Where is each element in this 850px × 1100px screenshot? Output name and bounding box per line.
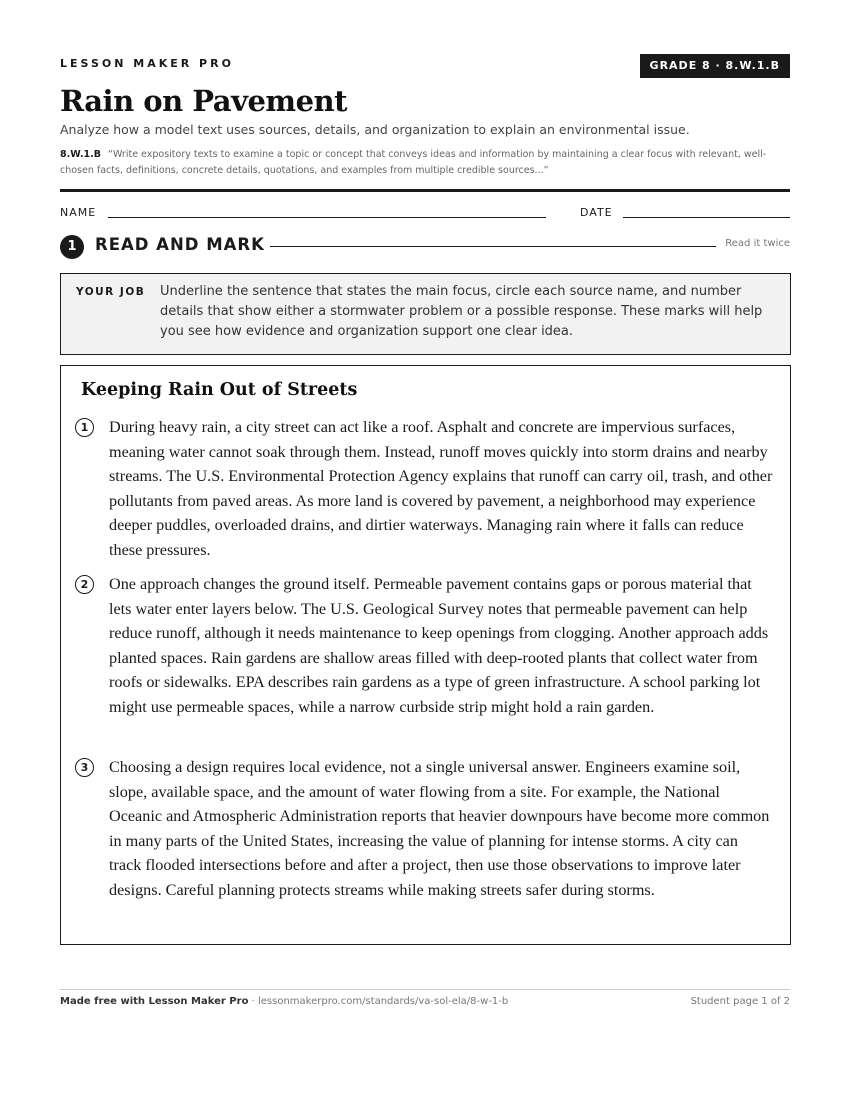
footer-divider [60, 989, 790, 990]
footer-credit [60, 996, 508, 1007]
section-title: READ AND MARK [95, 235, 265, 254]
instructions-box [60, 273, 791, 355]
section-number-badge: 1 [60, 235, 84, 259]
section-note: Read it twice [725, 238, 790, 249]
paragraph-number-badge: 1 [75, 418, 94, 437]
date-label: DATE [580, 206, 613, 219]
paragraph-number-badge: 3 [75, 758, 94, 777]
paragraph-number-badge: 2 [75, 575, 94, 594]
paragraph-text: During heavy rain, a city street can act like a roof. Asphalt and concrete are impervious surfaces, meaning water cannot soak through them. Instead, runoff moves quickly into storm drains and nearby streams. The U.S. Environmental Protection Agency explains that runoff can carry oil, trash, and other pollutants from paved areas. As more land is covered by pavement, a neighborhood may experience deeper puddles, overloaded drains, and dirtier waterways. Managing rain where it falls can reduce these pressures. [109, 418, 773, 559]
brand-name: LESSON MAKER PRO [60, 57, 234, 70]
page-indicator: Student page 1 of 2 [690, 996, 790, 1007]
grade-badge: GRADE 8 · 8.W.1.B [640, 54, 790, 78]
paragraph-text: Choosing a design requires local evidence, not a single universal answer. Engineers examine soil, slope, available space, and the amount of water flowing from a site. For example, the National Oceanic and Atmospheric Administration reports that heavier downpours have become more common in many parts of the United States, increasing the value of planning for intense storms. A city can track flooded intersections before and after a project, then use those observations to improve later designs. Careful planning protects streams while making streets safer during storms. [109, 758, 770, 899]
standard-text: “Write expository texts to examine a topic or concept that conveys ideas and information by maintaining a clear focus with relevant, well-chosen facts, definitions, concrete details, quotations, and examples from multiple credible sources...” [60, 149, 767, 176]
instructions-text: Underline the sentence that states the main focus, circle each source name, and number details that show either a stormwater problem or a possible response. These marks will help you see how evidence and organization support one clear idea. [160, 284, 763, 339]
page-title: Rain on Pavement [60, 84, 348, 118]
date-field[interactable] [623, 217, 790, 218]
header-divider [60, 189, 790, 192]
footer-made-with: Made free with Lesson Maker Pro [60, 996, 249, 1007]
paragraph-text: One approach changes the ground itself. Permeable pavement contains gaps or porous material that lets water enter layers below. The U.S. Geological Survey notes that permeable pavement can help reduce runoff, although it needs maintenance to keep openings from clogging. Another approach adds planted spaces. Rain gardens are shallow areas filled with deep-rooted plants that collect water from roofs or sidewalks. EPA describes rain gardens as a type of green infrastructure. A school parking lot might use permeable spaces, while a narrow curbside strip might hold a rain garden. [109, 575, 769, 716]
reading-passage-box [60, 365, 791, 945]
name-label: NAME [60, 206, 97, 219]
standard-code: 8.W.1.B [60, 149, 101, 160]
section-rule [270, 246, 716, 247]
standard-description [60, 147, 795, 179]
page-subtitle: Analyze how a model text uses sources, details, and organization to explain an environmental issue. [60, 122, 690, 137]
passage-title: Keeping Rain Out of Streets [81, 380, 358, 400]
instructions-label: YOUR JOB [76, 286, 146, 298]
paragraph-1 [75, 415, 775, 562]
paragraph-3 [75, 755, 775, 902]
footer-url[interactable]: · lessonmakerpro.com/standards/va-sol-ela/8-w-1-b [248, 996, 509, 1007]
name-field[interactable] [108, 217, 546, 218]
paragraph-2 [75, 572, 775, 719]
